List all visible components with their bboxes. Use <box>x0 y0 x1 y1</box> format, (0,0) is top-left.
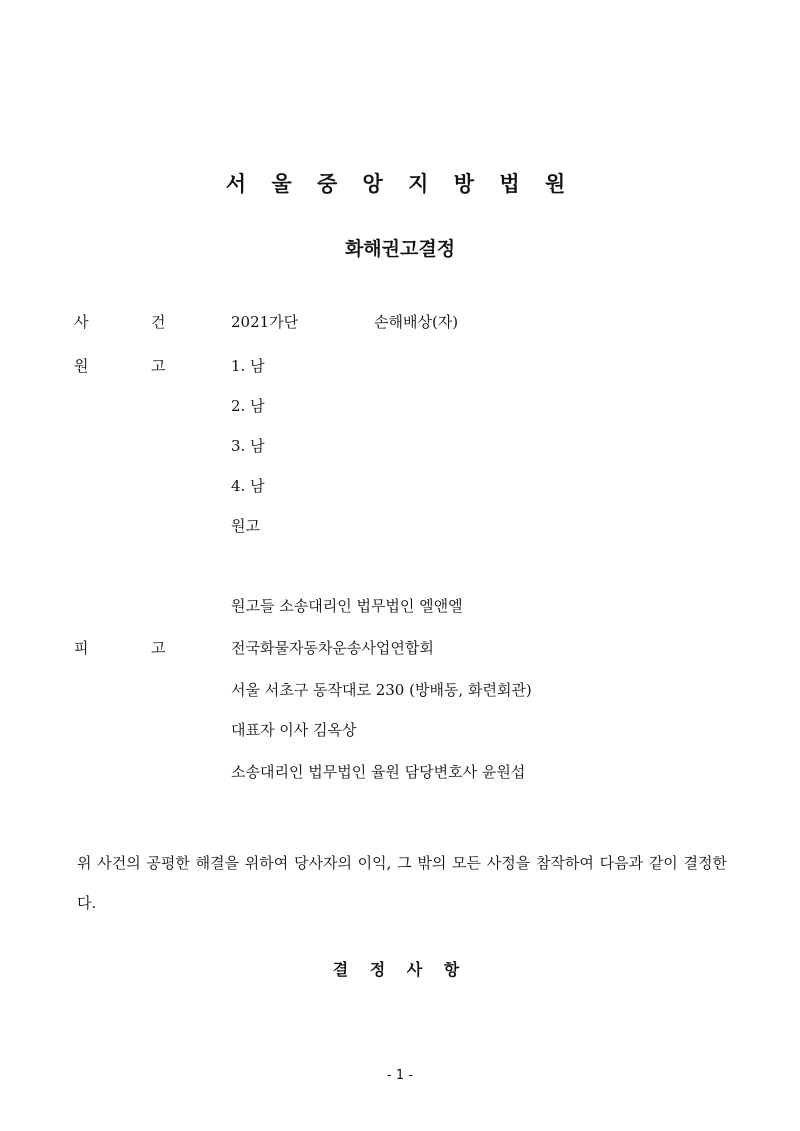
defendant-representative-row <box>0 718 800 742</box>
plaintiff-2: 2. 남 <box>231 397 265 415</box>
case-row <box>0 310 800 334</box>
document-title: 화해권고결정 <box>344 238 456 260</box>
plaintiff-row <box>0 394 800 418</box>
defendant-row <box>0 636 800 660</box>
plaintiff-4: 4. 남 <box>231 477 265 495</box>
defendant-label <box>74 636 184 660</box>
page-number: - 1 - <box>387 1068 413 1083</box>
defendant-address: 서울 서초구 동작대로 230 (방배동, 화련회관) <box>231 681 532 699</box>
plaintiff-row <box>0 354 800 378</box>
plaintiff-counsel: 원고들 소송대리인 법무법인 엘앤엘 <box>231 597 463 615</box>
plaintiff-3: 3. 남 <box>231 437 265 455</box>
plaintiff-address-row <box>0 514 800 538</box>
case-number: 2021가단 <box>231 313 299 331</box>
plaintiff-1: 1. 남 <box>231 357 265 375</box>
plaintiff-label-char-1: 원 <box>74 357 89 375</box>
defendant-name: 전국화물자동차운송사업연합회 <box>231 639 434 657</box>
defendant-counsel-row <box>0 760 800 784</box>
plaintiff-label-char-2: 고 <box>151 357 166 375</box>
plaintiff-address: 원고 <box>231 517 260 535</box>
case-label-char-2: 건 <box>151 313 166 331</box>
defendant-address-row <box>0 678 800 702</box>
plaintiff-row <box>0 434 800 458</box>
plaintiff-counsel-row <box>0 594 800 618</box>
court-name: 서 울 중 앙 지 방 법 원 <box>225 172 575 196</box>
plaintiff-label <box>74 354 184 378</box>
case-label-char-1: 사 <box>74 313 89 331</box>
defendant-representative: 대표자 이사 김옥상 <box>231 721 357 739</box>
intro-paragraph: 위 사건의 공평한 해결을 위하여 당사자의 이익, 그 밖의 모든 사정을 참작하여 다음과 같이 결정한다. <box>77 854 727 912</box>
case-name: 손해배상(자) <box>374 313 459 331</box>
plaintiff-row <box>0 474 800 498</box>
decision-section-title: 결 정 사 항 <box>332 960 468 979</box>
defendant-label-char-2: 고 <box>151 639 166 657</box>
case-label <box>74 310 184 334</box>
defendant-label-char-1: 피 <box>74 639 89 657</box>
defendant-counsel: 소송대리인 법무법인 율원 담당변호사 윤원섭 <box>231 763 526 781</box>
